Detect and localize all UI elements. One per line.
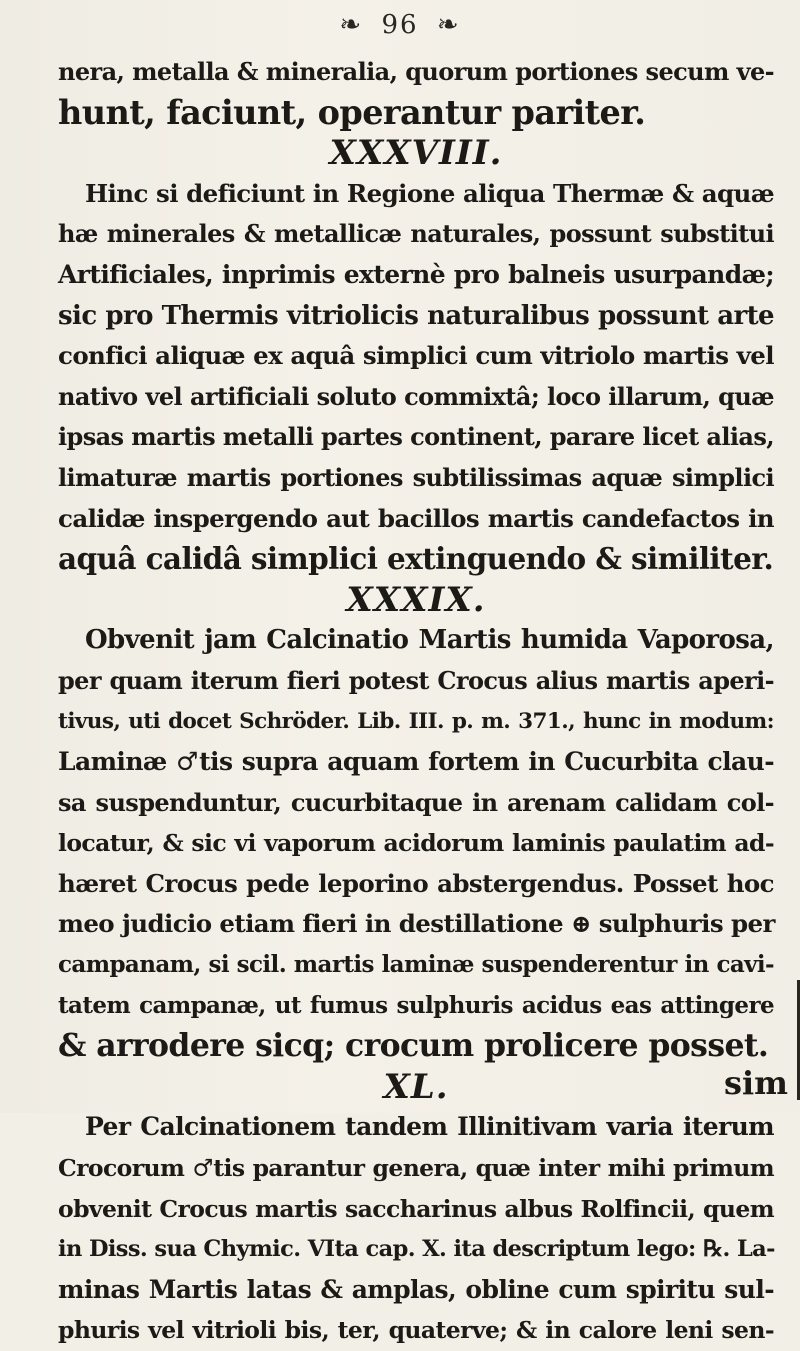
text-line: Artificiales, inprimis externè pro balneis usurpandæ; xyxy=(58,259,774,289)
page-number: 96 xyxy=(381,10,419,40)
text-line: ipsas martis metalli partes continent, parare licet alias, xyxy=(58,422,774,452)
text-line: nera, metalla & mineralia, quorum portiones secum ve- xyxy=(58,57,774,86)
text-line: & arrodere sicq; crocum prolicere posset. xyxy=(58,1027,769,1065)
text-line: minas Martis latas & amplas, obline cum spiritu sul- xyxy=(58,1274,774,1304)
catchword: sim xyxy=(723,1064,788,1102)
text-line: tatem campanæ, ut fumus sulphuris acidus eas attingere xyxy=(58,991,774,1019)
text-line: confici aliquæ ex aquâ simplici cum vitriolo martis vel xyxy=(58,341,774,371)
section-heading: XXXVIII. xyxy=(329,133,503,174)
text-line: phuris vel vitrioli bis, ter, quaterve; & in calore leni sen- xyxy=(58,1316,774,1345)
text-line: Obvenit jam Calcinatio Martis humida Vaporosa, xyxy=(85,625,774,656)
text-line: sa suspenduntur, cucurbitaque in arenam calidam col- xyxy=(58,787,774,817)
text-line: obvenit Crocus martis saccharinus albus Rolfincii, quem xyxy=(58,1194,774,1223)
section-heading: XXXIX. xyxy=(346,579,486,620)
text-line: tivus, uti docet Schröder. Lib. III. p. m. 371., hunc in modum: xyxy=(58,708,774,734)
text-line: hæ minerales & metallicæ naturales, possunt substitui xyxy=(58,219,774,249)
text-line: calidæ inspergendo aut bacillos martis candefactos in xyxy=(58,503,774,533)
body-text xyxy=(58,52,774,1351)
text-line: limaturæ martis portiones subtilissimas aquæ simplici xyxy=(58,462,774,492)
text-line: per quam iterum fieri potest Crocus alius martis aperi- xyxy=(58,665,774,695)
text-line: hunt, faciunt, operantur pariter. xyxy=(58,92,646,132)
section-heading: XL. xyxy=(383,1066,449,1107)
text-line: in Diss. sua Chymic. VIta cap. X. ita descriptum lego: ℞. La- xyxy=(58,1236,775,1263)
text-line: aquâ calidâ simplici extinguendo & similiter. xyxy=(58,541,774,577)
left-ornament-icon: ❧ xyxy=(339,10,364,40)
text-line: Per Calcinationem tandem Illinitivam varia iterum xyxy=(85,1112,774,1142)
text-line: hæret Crocus pede leporino abstergendus. Posset hoc xyxy=(58,868,774,898)
text-line: campanam, si scil. martis laminæ suspenderentur in cavi- xyxy=(58,951,774,979)
text-line: sic pro Thermis vitriolicis naturalibus possunt arte xyxy=(58,300,774,331)
text-line: Laminæ ♂tis supra aquam fortem in Cucurbita clau- xyxy=(58,747,774,777)
text-line: locatur, & sic vi vaporum acidorum laminis paulatim ad- xyxy=(58,829,774,858)
right-ornament-icon: ❧ xyxy=(436,10,461,40)
text-line: nativo vel artificiali soluto commixtâ; loco illarum, quæ xyxy=(58,381,774,411)
text-line: Hinc si deficiunt in Regione aliqua Thermæ & aquæ xyxy=(85,178,774,208)
running-head xyxy=(0,10,800,40)
text-line: meo judicio etiam fieri in destillatione ⊕ sulphuris per xyxy=(58,909,775,939)
text-line: Crocorum ♂tis parantur genera, quæ inter mihi primum xyxy=(58,1154,774,1183)
